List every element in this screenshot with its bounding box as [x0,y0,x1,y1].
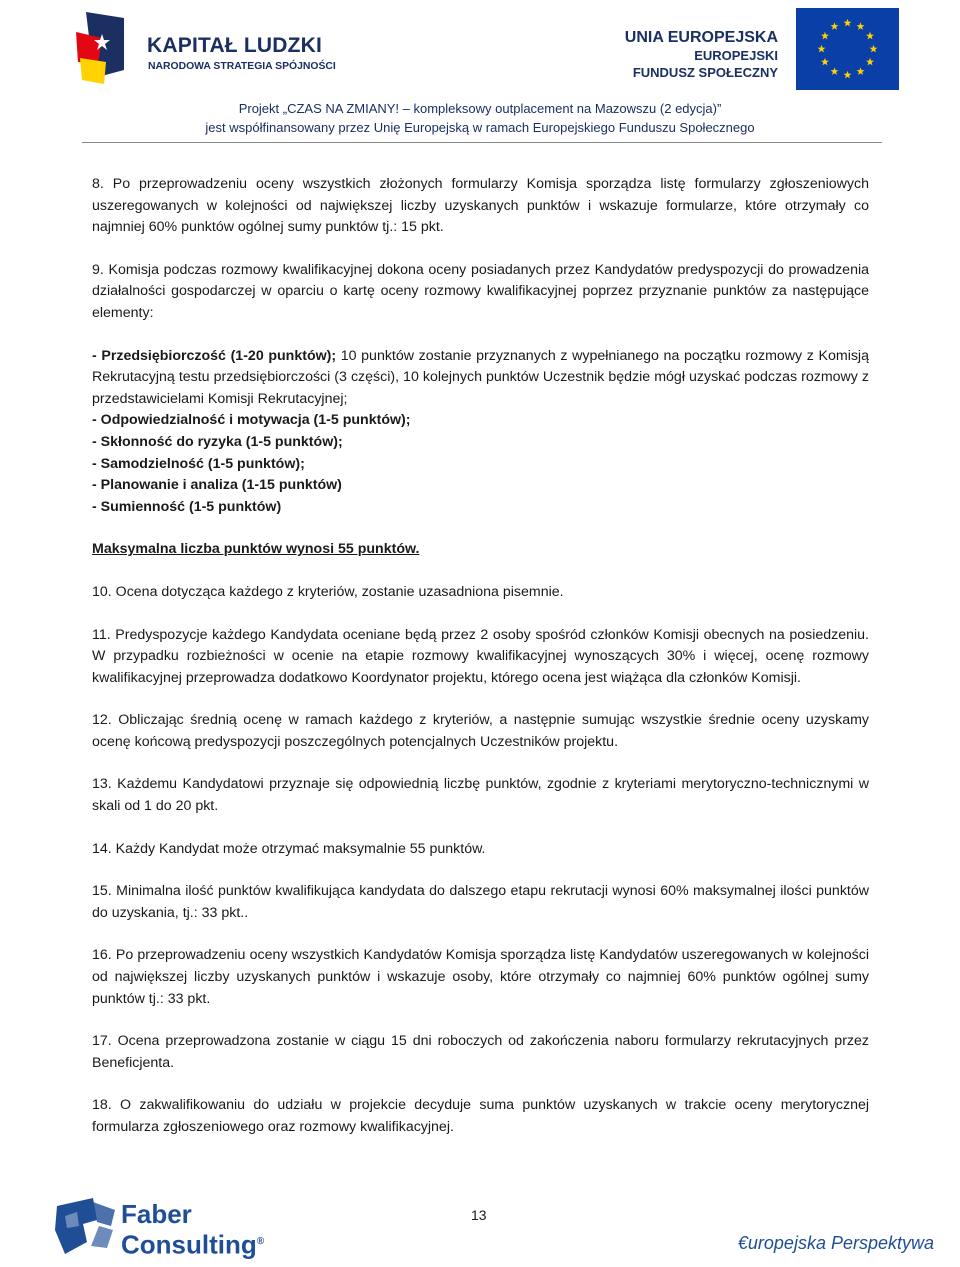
criterion-responsibility: - Odpowiedzialność i motywacja (1-5 punktów); [92,412,411,429]
eu-flag-icon [796,8,899,90]
criterion-planning: - Planowanie i analiza (1-15 punktów) [92,477,342,494]
criterion-risk: - Skłonność do ryzyka (1-5 punktów); [92,433,343,450]
faber-consulting-logo-icon [53,1196,119,1258]
paragraph-11: 11. Predyspozycje każdego Kandydata oceniane będą przez 2 osoby spośród członków Komisji obecnych na posiedzeniu. W przypadku rozbieżności w ocenie na etapie rozmowy kwalifikacyjnej wynoszących 30% i więcej, ocenę rozmowy kwalifikacyjnej przeprowadza dodatkowo Koordynator projektu, którego ocena jest wiążąca dla członków Komisji. [92,626,869,686]
paragraph-18: 18. O zakwalifikowaniu do udziału w projekcie decyduje suma punktów uzyskanych w trakcie oceny merytorycznej formularza zgłoszeniowego oraz rozmowy kwalifikacyjnej. [92,1097,869,1135]
project-title-line: Projekt „CZAS NA ZMIANY! – kompleksowy outplacement na Mazowszu (2 edycja)” [238,101,722,116]
document-body [92,174,869,1139]
criterion-entrepreneurship-heading: - Przedsiębiorczość (1-20 punktów); [92,347,337,364]
paragraph-8: 8. Po przeprowadzeniu oceny wszystkich złożonych formularzy Komisja sporządza listę formularzy zgłoszeniowych uszeregowanych w kolejności od największej liczby uzyskanych punktów i wskazuje formularze, które otrzymały co najmniej 60% punktów ogólnej sumy punktów tj.: 15 pkt. [92,176,869,236]
europejska-perspektywa-logo: €uropejska Perspektywa [737,1233,934,1253]
criterion-independence: - Samodzielność (1-5 punktów); [92,455,305,472]
criterion-diligence: - Sumienność (1-5 punktów) [92,498,282,515]
paragraph-16: 16. Po przeprowadzeniu oceny wszystkich Kandydatów Komisja sporządza listę Kandydatów uszeregowanych w kolejności od największej liczby uzyskanych punktów i wskazuje osoby, które otrzymały co najmniej 60% punktów ogólnej sumy punktów tj.: 33 pkt. [92,947,869,1007]
faber-consulting-wordmark [121,1201,264,1259]
paragraph-12: 12. Obliczając średnią ocenę w ramach każdego z kryteriów, a następnie sumując wszystkie średnie oceny uzyskamy ocenę końcową predyspozycji poszczególnych potencjalnych Uczestników projektu. [92,712,869,750]
faber-word: Faber [121,1199,192,1229]
consulting-line [121,1228,264,1259]
paragraph-14: 14. Każdy Kandydat może otrzymać maksymalnie 55 punktów. [92,840,486,857]
page-number: 13 [471,1207,487,1223]
paragraph-17: 17. Ocena przeprowadzona zostanie w ciągu 15 dni roboczych od zakończenia naboru formularzy rekrutacyjnych przez Beneficjenta. [92,1033,869,1071]
eu-fund-line1: EUROPEJSKI [694,48,778,63]
paragraph-15: 15. Minimalna ilość punktów kwalifikująca kandydata do dalszego etapu rekrutacji wynosi 60% maksymalnej ilości punktów do uzyskania, tj.: 33 pkt.. [92,883,869,921]
paragraph-10: 10. Ocena dotycząca każdego z kryteriów, zostanie uzasadniona pisemnie. [92,583,564,600]
paragraph-9: 9. Komisja podczas rozmowy kwalifikacyjnej dokona oceny posiadanych przez Kandydatów predyspozycji do prowadzenia działalności gospodarczej w oparciu o kartę oceny rozmowy kwalifikacyjnej poprzez przyznanie punktów za następujące elementy: [92,261,869,321]
criterion-entrepreneurship [92,346,869,411]
kapital-ludzki-title: KAPITAŁ LUDZKI [147,34,323,57]
max-points-note: Maksymalna liczba punktów wynosi 55 punktów. [92,541,420,558]
project-funding-line: jest współfinansowany przez Unię Europejską w ramach Europejskiego Funduszu Społecznego [205,120,755,135]
criterion-entrepreneurship-text: 10 punktów zostanie przyznanych z wypełnianego na początku rozmowy z Komisją Rekrutacyjną testu przedsiębiorczości (3 części), 10 kolejnych punktów Uczestnik będzie mógł uzyskać podczas rozmowy z przedstawicielami Komisji Rekrutacyjnej; [92,347,869,407]
eu-text-block [625,28,778,81]
header-divider [82,142,882,143]
eu-title: UNIA EUROPEJSKA [624,29,778,46]
consulting-word: Consulting [121,1229,257,1260]
eu-fund-line2: FUNDUSZ SPOŁECZNY [632,65,778,80]
paragraph-13: 13. Każdemu Kandydatowi przyznaje się odpowiednią liczbę punktów, zgodnie z kryteriami merytoryczno-technicznymi w skali od 1 do 20 pkt. [92,776,869,815]
kapital-ludzki-subtitle: NARODOWA STRATEGIA SPÓJNOŚCI [148,61,336,72]
registered-mark: ® [256,1236,265,1247]
